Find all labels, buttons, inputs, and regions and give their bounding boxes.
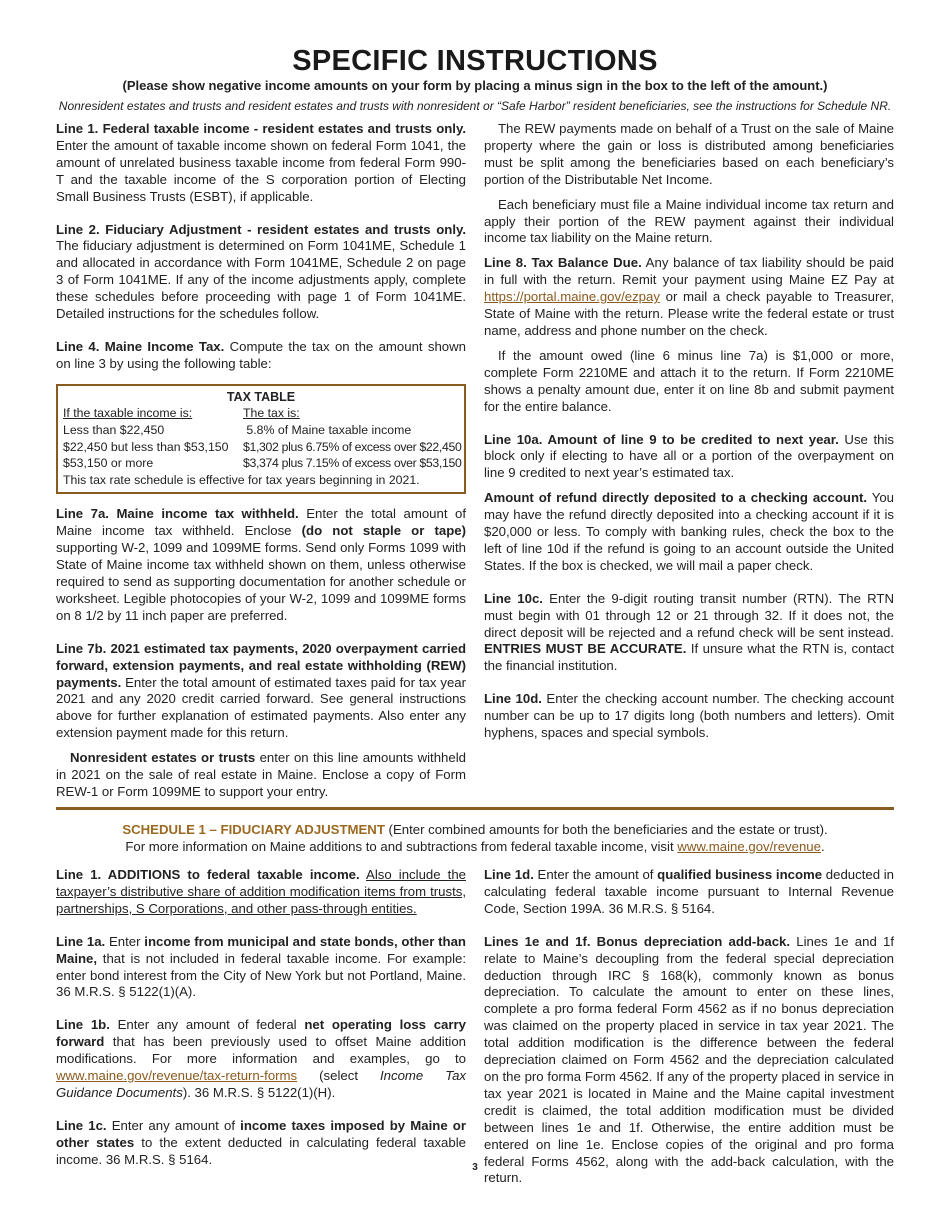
line8-body-2: or mail a check payable to Treasurer, State of Maine with the return. Please write the federal estate or trust name, address and phone number on the check. xyxy=(484,289,894,338)
s1-line1d-bold: qualified business income xyxy=(657,867,823,882)
line4-heading: Line 4. Maine Income Tax. xyxy=(56,338,225,354)
line10c-heading: Line 10c. xyxy=(484,590,543,606)
tax-return-forms-link[interactable]: www.maine.gov/revenue/tax-return-forms xyxy=(56,1068,298,1084)
nonresident-paragraph xyxy=(56,750,466,801)
line1-paragraph xyxy=(56,121,466,206)
schedule-1-info-end: . xyxy=(820,838,825,854)
schedule-1-columns xyxy=(56,867,894,1187)
refund-paragraph xyxy=(484,490,894,575)
schedule-1-info-line xyxy=(56,839,894,856)
s1-line1-heading: Line 1. ADDITIONS to federal taxable income. xyxy=(56,867,360,882)
page-content xyxy=(56,46,894,801)
tax-table-row xyxy=(63,455,462,472)
tax-table-footnote: This tax rate schedule is effective for tax years beginning in 2021. xyxy=(63,472,420,487)
s1-line1b-body-2: that has been previously used to offset Maine addition modifications. For more information and examples, go to xyxy=(56,1034,466,1067)
tax-table-col2-header: The tax is: xyxy=(243,406,300,421)
schedule-1-heading xyxy=(56,822,894,856)
schedule-1-title: SCHEDULE 1 – FIDUCIARY ADJUSTMENT xyxy=(122,822,385,837)
refund-body: You may have the refund directly deposited into a checking account if it is $20,000 or less. To comply with banking rules, check the box to the left of line 10d if the refund is going to an account outside the United States. If the box is checked, we will mail a paper check. xyxy=(484,490,895,573)
line10c-body-2: If unsure what the RTN is, contact the financial institution. xyxy=(484,641,894,674)
s1-line1d-body: Enter the amount of xyxy=(533,867,658,882)
ezpay-link[interactable]: https://portal.maine.gov/ezpay xyxy=(484,289,660,305)
rew-paragraph-1: The REW payments made on behalf of a Trust on the sale of Maine property where the gain or loss is distributed among beneficiaries must be split among the beneficiaries based on each beneficiary’s portion of the Distributable Net Income. xyxy=(484,121,894,187)
schedule-1-info: For more information on Maine additions to and subtractions from federal taxable income, visit xyxy=(125,838,678,854)
line10a-heading: Line 10a. Amount of line 9 to be credited to next year. xyxy=(484,431,839,447)
tax-table xyxy=(56,384,466,495)
s1-line1b-italic: Income Tax Guidance Documents xyxy=(56,1068,466,1100)
page-note: Nonresident estates and trusts and resident estates and trusts with nonresident or “Safe Harbor” resident beneficiaries, see the instructions for Schedule NR. xyxy=(58,99,892,113)
refund-heading: Amount of refund directly deposited to a checking account. xyxy=(484,490,868,506)
s1-line1c-heading: Line 1c. xyxy=(56,1117,107,1133)
s1-line1a-heading: Line 1a. xyxy=(56,933,106,949)
s1-line1a-paragraph xyxy=(56,934,466,1002)
line8-heading: Line 8. Tax Balance Due. xyxy=(484,255,642,271)
s1-line1a-body: Enter xyxy=(105,933,145,949)
s1-line1ef-heading: Lines 1e and 1f. Bonus depreciation add-back. xyxy=(484,933,791,949)
line8b-paragraph: If the amount owed (line 6 minus line 7a) is $1,000 or more, complete Form 2210ME and attach it to the return. If Form 2210ME shows a penalty amount due, enter it on line 8b and submit payment for the entire balance. xyxy=(484,347,894,414)
s1-line1c-body-2: to the extent deducted in calculating federal taxable income. 36 M.R.S. § 5164. xyxy=(56,1134,466,1167)
line10a-body: Use this block only if electing to have all or a portion of the overpayment on line 9 credited to next year’s estimated tax. xyxy=(484,431,894,481)
tax-table-income-cell: Less than $22,450 xyxy=(63,422,165,437)
schedule-right-column xyxy=(484,867,894,1187)
s1-line1c-bold: income taxes imposed by Maine or other states xyxy=(56,1117,466,1150)
schedule-left-column xyxy=(56,867,466,1187)
tax-table-income-cell: $22,450 but less than $53,150 xyxy=(63,439,229,454)
left-column xyxy=(56,121,466,801)
line4-body: Compute the tax on the amount shown on line 3 by using the following table: xyxy=(56,338,466,371)
s1-line1-paragraph xyxy=(56,867,466,918)
line7b-body: Enter the total amount of estimated taxes paid for tax year 2021 and any 2020 credit carried forward. See general instructions above for further explanation of estimated payments. Also enter any extension payment made for this return. xyxy=(56,674,466,741)
s1-line1b-body-4: ). 36 M.R.S. § 5122(1)(H). xyxy=(182,1084,336,1100)
tax-table-income-cell: $53,150 or more xyxy=(63,456,154,471)
s1-line1d-heading: Line 1d. xyxy=(484,867,534,882)
page-number: 3 xyxy=(472,1162,478,1173)
line7a-body: Enter the total amount of Maine income tax withheld. Enclose xyxy=(56,506,466,539)
line8-body: Any balance of tax liability should be paid in full with the return. Remit your payment using Maine EZ Pay at xyxy=(484,255,894,288)
line10a-paragraph xyxy=(484,432,894,483)
s1-line1c-body: Enter any amount of xyxy=(106,1117,241,1133)
line7b-paragraph xyxy=(56,641,466,742)
s1-line1c-paragraph xyxy=(56,1118,466,1169)
line10c-paragraph xyxy=(484,591,894,676)
tax-table-title: TAX TABLE xyxy=(226,389,296,404)
s1-line1d-body-2: deducted in calculating federal taxable income pursuant to Internal Revenue Code, Section 199A. 36 M.R.S. § 5164. xyxy=(484,867,894,916)
line4-paragraph xyxy=(56,339,466,373)
line1-heading: Line 1. Federal taxable income - resident estates and trusts only. xyxy=(56,121,466,136)
tax-table-tax-cell: $1,302 plus 6.75% of excess over $22,450 xyxy=(243,439,462,454)
line2-heading: Line 2. Fiduciary Adjustment - resident estates and trusts only. xyxy=(56,221,466,237)
schedule-1-title-line xyxy=(56,822,894,839)
line7a-bold: (do not staple or tape) xyxy=(301,523,466,539)
s1-line1ef-paragraph xyxy=(484,934,894,1188)
nonresident-body: enter on this line amounts withheld in 2021 on the sale of real estate in Maine. Enclose a copy of Form REW-1 or Form 1099ME to support your entry. xyxy=(56,750,466,799)
s1-line1b-bold: net operating loss carry forward xyxy=(56,1017,466,1050)
s1-line1ef-body: Lines 1e and 1f relate to Maine’s decoupling from the federal special depreciation deduction through IRC § 168(k), commonly known as bonus depreciation. To calculate the amount to enter on these lines, complete a pro forma federal Form 4562 as if no bonus depreciation was claimed on the property placed in service in tax year 2021. The total addition modification is the difference between the federal depreciation claimed on Form 4562 and the depreciation calculated on the pro forma Form 4562. If any of the property placed in service in tax year 2021 is located in Maine and the Maine capital investment credit is claimed, the total addition modification must be divided between lines 1e and 1f. Otherwise, the entire addition must be entered on line 1e. Enclose copies of the original and pro forma federal Forms 4562, along with the add-back calculation, with the return. xyxy=(484,933,894,1186)
page-title: SPECIFIC INSTRUCTIONS xyxy=(292,45,658,77)
s1-line1a-body-2: that is not included in federal taxable income. For example: enter bond interest from the City of New York but not Portland, Maine. 36 M.R.S. § 5122(1)(A). xyxy=(56,950,466,1000)
right-column xyxy=(484,121,894,801)
s1-line1b-body-3: (select xyxy=(297,1068,380,1084)
line2-body: The fiduciary adjustment is determined on Form 1041ME, Schedule 1 and allocated in accordance with Form 1041ME, Schedule 2 on page 3 of Form 1041ME. If any of the income adjustments apply, complete these schedules before proceeding with page 1 of Form 1041ME. Detailed instructions for the schedules follow. xyxy=(56,238,466,322)
s1-line1a-bold: income from municipal and state bonds, other than Maine, xyxy=(56,933,466,966)
line1-body: Enter the amount of taxable income shown on federal Form 1041, the amount of unrelated business taxable income from federal Form 990-T and the taxable income of the S corporation portion of Electing Small Business Trusts (ESBT), if applicable. xyxy=(56,137,466,204)
line10d-body: Enter the checking account number. The checking account number can be up to 17 digits long (both numbers and letters). Omit hyphens, spaces and special symbols. xyxy=(484,691,894,741)
s1-line1b-paragraph xyxy=(56,1017,466,1102)
instructions-columns xyxy=(56,121,894,801)
s1-line1d-paragraph xyxy=(484,867,894,918)
line7a-heading: Line 7a. Maine income tax withheld. xyxy=(56,506,299,522)
s1-line1-underlined: Also include the taxpayer’s distributive share of addition modification items from trusts, partnerships, S Corporations, and other pass-through entities. xyxy=(56,867,467,916)
section-divider xyxy=(56,807,894,810)
line7a-paragraph xyxy=(56,506,466,624)
line10c-body: Enter the 9-digit routing transit number (RTN). The RTN must begin with 01 through 12 or 21 through 32. If it does not, the direct deposit will be rejected and a refund check will be sent instead. xyxy=(484,590,894,640)
nonresident-heading: Nonresident estates or trusts xyxy=(70,750,256,766)
tax-table-tax-cell: 5.8% of Maine taxable income xyxy=(243,422,412,437)
line7a-body-2: supporting W-2, 1099 and 1099ME forms. Send only Forms 1099 with State of Maine income tax withheld shown on them, unless otherwise required to send as supporting documentation for another schedule or worksheet. Legible photocopies of your W-2, 1099 and 1099ME forms on 8 1/2 by 11 inch paper are preferred. xyxy=(56,540,466,623)
line10d-paragraph xyxy=(484,691,894,742)
revenue-link[interactable]: www.maine.gov/revenue xyxy=(677,838,821,854)
tax-table-row xyxy=(63,422,459,439)
tax-table-header-row xyxy=(63,405,459,422)
tax-table-col1-header: If the taxable income is: xyxy=(63,406,193,421)
rew-paragraph-2: Each beneficiary must file a Maine individual income tax return and apply their portion of the REW payment against their individual income tax liability on the Maine return. xyxy=(484,196,894,246)
line2-paragraph xyxy=(56,222,466,323)
line7b-heading: Line 7b. 2021 estimated tax payments, 2020 overpayment carried forward, extension payments, and real estate withholding (REW) payments. xyxy=(56,640,466,690)
line8-paragraph xyxy=(484,255,894,340)
line10c-bold: ENTRIES MUST BE ACCURATE. xyxy=(484,641,687,657)
tax-table-row xyxy=(63,439,462,456)
page-subtitle: (Please show negative income amounts on your form by placing a minus sign in the box to the left of the amount.) xyxy=(122,78,828,93)
s1-line1b-heading: Line 1b. xyxy=(56,1017,110,1033)
s1-line1b-body: Enter any amount of federal xyxy=(109,1017,305,1033)
schedule-1-title-rest: (Enter combined amounts for both the beneficiaries and the estate or trust). xyxy=(384,822,828,837)
line10d-heading: Line 10d. xyxy=(484,691,542,707)
tax-table-tax-cell: $3,374 plus 7.15% of excess over $53,150 xyxy=(243,456,462,471)
